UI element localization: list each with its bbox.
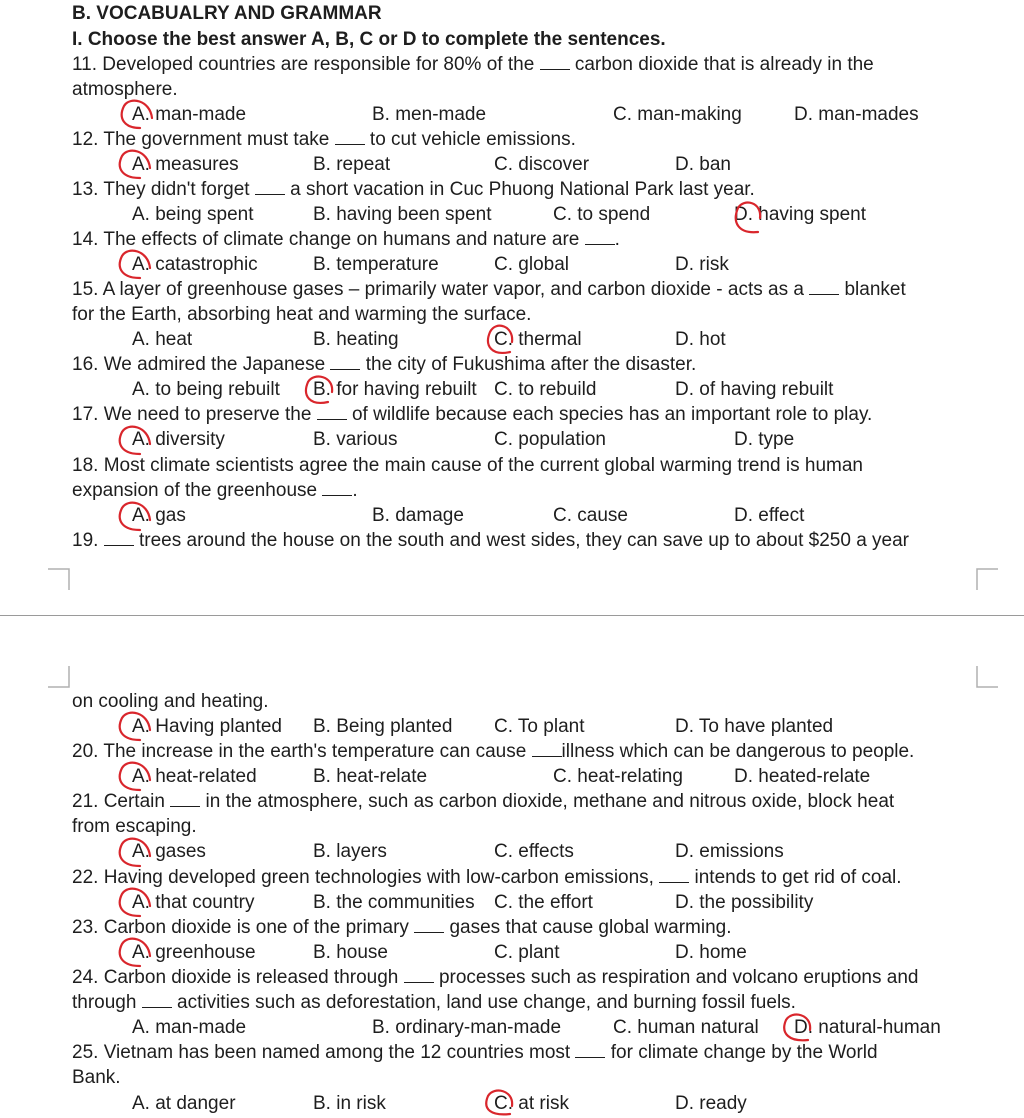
- option-17-d[interactable]: D. type: [734, 429, 795, 450]
- option-13-c[interactable]: C. to spend: [553, 204, 651, 225]
- question-21-cont: from escaping.: [72, 816, 197, 837]
- question-20: 20. The increase in the earth's temperature can cause illness which can be dangerous to people.: [72, 741, 915, 762]
- option-19-a[interactable]: A. Having planted: [132, 716, 282, 737]
- option-25-d[interactable]: D. ready: [675, 1093, 747, 1114]
- option-14-b[interactable]: B. temperature: [313, 254, 439, 275]
- question-15: 15. A layer of greenhouse gases – primarily water vapor, and carbon dioxide - acts as a blanket: [72, 279, 906, 300]
- question-24: 24. Carbon dioxide is released through processes such as respiration and volcano eruptions and: [72, 967, 919, 988]
- instruction: I. Choose the best answer A, B, C or D to complete the sentences.: [72, 29, 666, 50]
- option-15-d[interactable]: D. hot: [675, 329, 726, 350]
- option-19-c[interactable]: C. To plant: [494, 716, 585, 737]
- answer-blank: [575, 1043, 605, 1058]
- option-11-c[interactable]: C. man-making: [613, 104, 742, 125]
- question-17: 17. We need to preserve the of wildlife because each species has an important role to play.: [72, 404, 873, 425]
- option-24-a[interactable]: A. man-made: [132, 1017, 247, 1038]
- question-18-cont: expansion of the greenhouse .: [72, 480, 358, 501]
- option-17-a[interactable]: A. diversity: [132, 429, 225, 450]
- option-23-d[interactable]: D. home: [675, 942, 747, 963]
- answer-blank: [404, 968, 434, 983]
- option-21-c[interactable]: C. effects: [494, 841, 574, 862]
- answer-blank: [170, 792, 200, 807]
- option-11-d[interactable]: D. man-mades: [794, 104, 919, 125]
- option-13-d[interactable]: D. having spent: [734, 204, 867, 225]
- answer-blank: [317, 405, 347, 420]
- option-12-d[interactable]: D. ban: [675, 154, 731, 175]
- option-14-c[interactable]: C. global: [494, 254, 569, 275]
- question-25-cont: Bank.: [72, 1067, 121, 1088]
- option-22-d[interactable]: D. the possibility: [675, 892, 814, 913]
- option-11-b[interactable]: B. men-made: [372, 104, 487, 125]
- page-corner-mark: [976, 568, 998, 590]
- option-19-d[interactable]: D. To have planted: [675, 716, 834, 737]
- option-17-b[interactable]: B. various: [313, 429, 398, 450]
- question-19-cont: on cooling and heating.: [72, 691, 269, 712]
- option-20-d[interactable]: D. heated-relate: [734, 766, 871, 787]
- option-21-b[interactable]: B. layers: [313, 841, 387, 862]
- option-18-b[interactable]: B. damage: [372, 505, 464, 526]
- answer-blank: [414, 918, 444, 933]
- option-12-a[interactable]: A. measures: [132, 154, 239, 175]
- option-24-b[interactable]: B. ordinary-man-made: [372, 1017, 562, 1038]
- option-16-d[interactable]: D. of having rebuilt: [675, 379, 834, 400]
- option-25-a[interactable]: A. at danger: [132, 1093, 236, 1114]
- option-20-a[interactable]: A. heat-related: [132, 766, 257, 787]
- option-23-b[interactable]: B. house: [313, 942, 388, 963]
- question-22: 22. Having developed green technologies with low-carbon emissions, intends to get rid of coal.: [72, 867, 902, 888]
- question-24-cont: through activities such as deforestation, land use change, and burning fossil fuels.: [72, 992, 796, 1013]
- question-25: 25. Vietnam has been named among the 12 countries most for climate change by the World: [72, 1042, 878, 1063]
- option-25-b[interactable]: B. in risk: [313, 1093, 386, 1114]
- question-21: 21. Certain in the atmosphere, such as carbon dioxide, methane and nitrous oxide, block heat: [72, 791, 895, 812]
- option-15-c[interactable]: C. thermal: [494, 329, 582, 350]
- question-11-cont: atmosphere.: [72, 79, 178, 100]
- question-13: 13. They didn't forget a short vacation in Cuc Phuong National Park last year.: [72, 179, 755, 200]
- question-15-cont: for the Earth, absorbing heat and warming the surface.: [72, 304, 532, 325]
- option-16-a[interactable]: A. to being rebuilt: [132, 379, 280, 400]
- option-20-c[interactable]: C. heat-relating: [553, 766, 683, 787]
- option-25-c[interactable]: C. at risk: [494, 1093, 569, 1114]
- option-20-b[interactable]: B. heat-relate: [313, 766, 428, 787]
- answer-blank: [540, 55, 570, 70]
- answer-blank: [335, 130, 365, 145]
- question-16: 16. We admired the Japanese the city of Fukushima after the disaster.: [72, 354, 697, 375]
- option-19-b[interactable]: B. Being planted: [313, 716, 453, 737]
- answer-blank: [255, 180, 285, 195]
- answer-blank: [104, 531, 134, 546]
- page-corner-mark: [48, 568, 70, 590]
- question-12: 12. The government must take to cut vehicle emissions.: [72, 129, 576, 150]
- question-19: 19. trees around the house on the south and west sides, they can save up to about $250 a year: [72, 530, 910, 551]
- option-12-b[interactable]: B. repeat: [313, 154, 391, 175]
- option-22-b[interactable]: B. the communities: [313, 892, 475, 913]
- option-16-b[interactable]: B. for having rebuilt: [313, 379, 477, 400]
- answer-blank: [585, 230, 615, 245]
- option-13-b[interactable]: B. having been spent: [313, 204, 492, 225]
- option-15-a[interactable]: A. heat: [132, 329, 193, 350]
- page-corner-mark: [48, 666, 70, 688]
- option-21-a[interactable]: A. gases: [132, 841, 206, 862]
- option-22-c[interactable]: C. the effort: [494, 892, 593, 913]
- answer-blank: [659, 868, 689, 883]
- option-21-d[interactable]: D. emissions: [675, 841, 784, 862]
- option-14-a[interactable]: A. catastrophic: [132, 254, 258, 275]
- answer-blank: [809, 280, 839, 295]
- option-22-a[interactable]: A. that country: [132, 892, 255, 913]
- section-title: B. VOCABUALRY AND GRAMMAR: [72, 3, 382, 24]
- option-11-a[interactable]: A. man-made: [132, 104, 247, 125]
- page-break-divider: [0, 615, 1024, 616]
- answer-blank: [322, 481, 352, 496]
- option-15-b[interactable]: B. heating: [313, 329, 399, 350]
- option-14-d[interactable]: D. risk: [675, 254, 729, 275]
- option-18-a[interactable]: A. gas: [132, 505, 186, 526]
- option-12-c[interactable]: C. discover: [494, 154, 590, 175]
- option-23-a[interactable]: A. greenhouse: [132, 942, 256, 963]
- question-18: 18. Most climate scientists agree the main cause of the current global warming trend is human: [72, 455, 863, 476]
- answer-blank: [142, 993, 172, 1008]
- answer-blank: [330, 355, 360, 370]
- option-17-c[interactable]: C. population: [494, 429, 606, 450]
- option-16-c[interactable]: C. to rebuild: [494, 379, 597, 400]
- question-23: 23. Carbon dioxide is one of the primary gases that cause global warming.: [72, 917, 732, 938]
- question-14: 14. The effects of climate change on humans and nature are .: [72, 229, 620, 250]
- option-23-c[interactable]: C. plant: [494, 942, 560, 963]
- answer-blank: [532, 742, 562, 757]
- option-24-c[interactable]: C. human natural: [613, 1017, 759, 1038]
- option-18-d[interactable]: D. effect: [734, 505, 805, 526]
- question-11: 11. Developed countries are responsible for 80% of the carbon dioxide that is already in the: [72, 54, 874, 75]
- page-corner-mark: [976, 666, 998, 688]
- option-13-a[interactable]: A. being spent: [132, 204, 254, 225]
- option-18-c[interactable]: C. cause: [553, 505, 628, 526]
- option-24-d[interactable]: D. natural-human: [794, 1017, 941, 1038]
